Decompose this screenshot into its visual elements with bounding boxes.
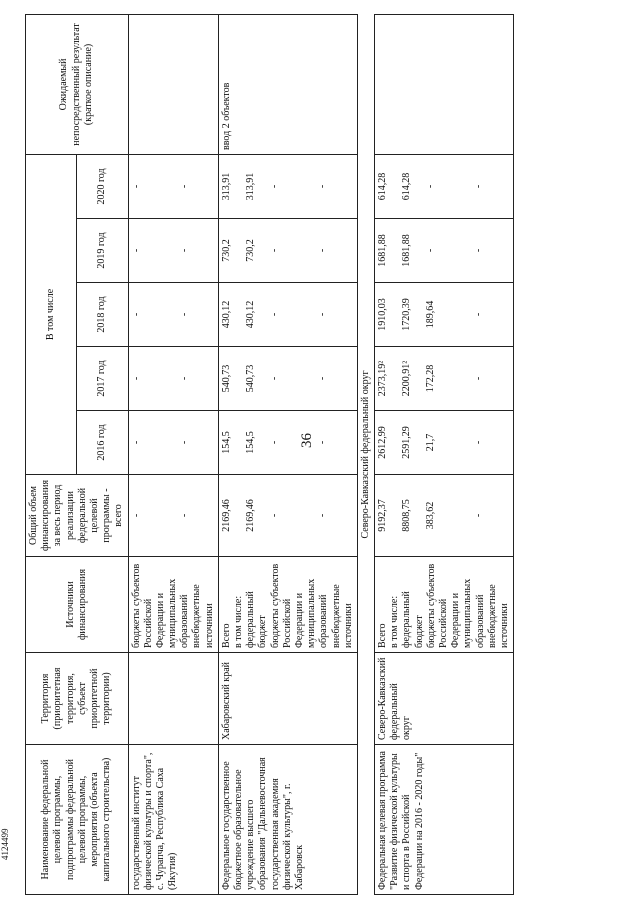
funding-value: -: [425, 248, 437, 253]
header-year: 2020 год: [77, 154, 128, 218]
funding-value: 2612,99: [377, 426, 389, 459]
funding-value: -: [130, 376, 142, 381]
funding-value: -: [317, 513, 328, 518]
row-y2018-cell: [218, 283, 357, 347]
row-source-cell: [218, 557, 357, 653]
funding-value: -: [317, 312, 328, 317]
row-result: [375, 14, 514, 154]
funding-value: -: [269, 184, 280, 189]
row-result: [128, 14, 218, 154]
funding-value: 154,5: [245, 431, 256, 454]
header-year: 2019 год: [77, 219, 128, 283]
row-y2016-cell: [218, 411, 357, 475]
funding-value: -: [178, 440, 190, 445]
header-territory: Территория (приоритетная территория, субъект приоритетной территории): [26, 653, 129, 745]
funding-value: 2591,29: [401, 426, 413, 459]
header-year: 2017 год: [77, 347, 128, 411]
funding-value: 1681,88: [401, 234, 413, 267]
funding-value: -: [130, 440, 142, 445]
funding-value: [233, 415, 245, 470]
region-section: [357, 14, 374, 894]
table-row: [375, 14, 514, 894]
rotated-table-container: [25, 15, 625, 895]
funding-source: бюджеты субъектов Российской Федерации и муниципальных образований: [269, 563, 330, 648]
row-source-cell: [128, 557, 218, 653]
funding-source: внебюджетные источники: [191, 584, 215, 648]
funding-value: 313,91: [220, 172, 232, 201]
funding-value: -: [473, 248, 485, 253]
funding-value: [389, 159, 401, 214]
funding-value: -: [269, 376, 280, 381]
funding-source: в том числе:: [233, 595, 244, 648]
funding-value: -: [178, 184, 190, 189]
funding-value: 383,62: [425, 501, 437, 530]
funding-source: Всего: [220, 623, 232, 648]
header-year: 2018 год: [77, 283, 128, 347]
funding-value: 730,2: [245, 239, 256, 262]
row-y2019-cell: [218, 219, 357, 283]
funding-value: 2169,46: [220, 499, 232, 532]
row-y2019-cell: [128, 219, 218, 283]
table-row: [128, 14, 218, 894]
funding-value: [389, 415, 401, 470]
funding-value: [233, 351, 245, 406]
row-y2018-cell: [128, 283, 218, 347]
funding-value: 1720,39: [401, 298, 413, 331]
funding-value: -: [178, 248, 190, 253]
row-territory: Хабаровский край: [218, 653, 357, 745]
header-sources: Источники финансирования: [26, 557, 129, 653]
row-y2017-cell: [218, 347, 357, 411]
funding-value: -: [178, 376, 190, 381]
header-in-total: В том числе: [26, 154, 77, 474]
row-y2020-cell: [128, 154, 218, 218]
row-y2020-cell: [375, 154, 514, 218]
funding-value: 172,28: [425, 364, 437, 393]
funding-value: -: [130, 513, 142, 518]
funding-value: [233, 159, 245, 214]
funding-value: -: [317, 376, 328, 381]
funding-source: внебюджетные источники: [330, 584, 354, 648]
row-y2018-cell: [375, 283, 514, 347]
row-y2017-cell: [375, 347, 514, 411]
header-row: [26, 14, 77, 894]
funding-value: -: [425, 184, 437, 189]
document-code: 4124499: [0, 828, 10, 860]
row-name: Федеральное государственное бюджетное образовательное учреждение высшего образования "Дальневосточная государственная академия физической культуры", г. Хабаровск: [218, 745, 357, 895]
funding-value: -: [130, 312, 142, 317]
funding-value: -: [317, 440, 328, 445]
page-number: 36: [299, 433, 315, 448]
funding-value: 614,28: [377, 172, 389, 201]
row-territory: Северо-Кавказский федеральный округ: [375, 653, 514, 745]
row-source-cell: [375, 557, 514, 653]
table-body-part1: [128, 14, 357, 894]
funding-value: -: [178, 513, 190, 518]
funding-value: -: [473, 376, 485, 381]
row-total-cell: [128, 475, 218, 557]
funding-source: в том числе:: [389, 595, 401, 648]
funding-value: -: [130, 248, 142, 253]
funding-value: 313,91: [245, 172, 256, 201]
funding-value: [233, 287, 245, 342]
funding-value: [233, 479, 245, 552]
funding-value: -: [269, 248, 280, 253]
funding-value: 430,12: [245, 300, 256, 329]
header-year: 2016 год: [77, 411, 128, 475]
funding-source: внебюджетные источники: [486, 584, 510, 648]
funding-value: 1910,03: [377, 298, 389, 331]
funding-value: [389, 287, 401, 342]
funding-value: -: [317, 248, 328, 253]
row-y2020-cell: [218, 154, 357, 218]
funding-value: -: [473, 513, 485, 518]
funding-source: Всего: [377, 623, 389, 648]
funding-value: [389, 479, 401, 552]
funding-value: 2373,19²: [377, 360, 389, 397]
funding-value: -: [269, 312, 280, 317]
funding-value: 614,28: [401, 172, 413, 201]
header-total: Общий объем финансирования за весь период реализации федеральной целевой программы - всего: [26, 475, 129, 557]
row-y2019-cell: [375, 219, 514, 283]
row-name: государственный институт физической культуры и спорта", с. Чурапча, Республика Саха (Якутия): [128, 745, 218, 895]
financing-table: [25, 14, 514, 895]
funding-value: 540,73: [245, 364, 256, 393]
funding-value: 9192,37: [377, 499, 389, 532]
row-result: ввод 2 объектов: [218, 14, 357, 154]
funding-value: 2169,46: [245, 499, 256, 532]
funding-value: [233, 223, 245, 278]
funding-value: -: [473, 312, 485, 317]
region-title: Северо-Кавказский федеральный округ: [357, 14, 374, 894]
funding-value: [389, 223, 401, 278]
funding-value: 154,5: [220, 431, 232, 454]
funding-value: 21,7: [425, 433, 437, 452]
header-result: Ожидаемый непосредственный результат (краткое описание): [26, 14, 129, 154]
header-name: Наименование федеральной целевой программы, подпрограммы федеральной целевой программы, мероприятия (объекта капитального строительства): [26, 745, 129, 895]
funding-source: федеральный бюджет: [401, 591, 425, 648]
funding-value: 730,2: [220, 239, 232, 262]
funding-value: -: [317, 184, 328, 189]
funding-value: 540,73: [220, 364, 232, 393]
funding-value: [389, 351, 401, 406]
row-territory: [128, 653, 218, 745]
funding-value: -: [269, 440, 280, 445]
funding-value: -: [178, 312, 190, 317]
row-name: Федеральная целевая программа "Развитие физической культуры и спорта в Российской Федерации на 2016 - 2020 годы": [375, 745, 514, 895]
row-y2016-cell: [375, 411, 514, 475]
funding-source: бюджеты субъектов Российской Федерации и муниципальных образований: [425, 563, 486, 648]
row-total-cell: [375, 475, 514, 557]
region-row: [357, 14, 374, 894]
funding-value: -: [130, 184, 142, 189]
row-y2016-cell: [128, 411, 218, 475]
funding-value: -: [473, 184, 485, 189]
funding-value: -: [473, 440, 485, 445]
funding-source: федеральный бюджет: [245, 591, 269, 648]
table-row: [218, 14, 357, 894]
funding-value: 2200,91²: [401, 360, 413, 397]
funding-value: 1681,88: [377, 234, 389, 267]
funding-value: 189,64: [425, 300, 437, 329]
table-body-part2: [375, 14, 514, 894]
row-y2017-cell: [128, 347, 218, 411]
funding-value: 430,12: [220, 300, 232, 329]
funding-value: -: [269, 513, 280, 518]
funding-source: бюджеты субъектов Российской Федерации и муниципальных образований: [130, 563, 191, 648]
row-total-cell: [218, 475, 357, 557]
funding-value: 8808,75: [401, 499, 413, 532]
